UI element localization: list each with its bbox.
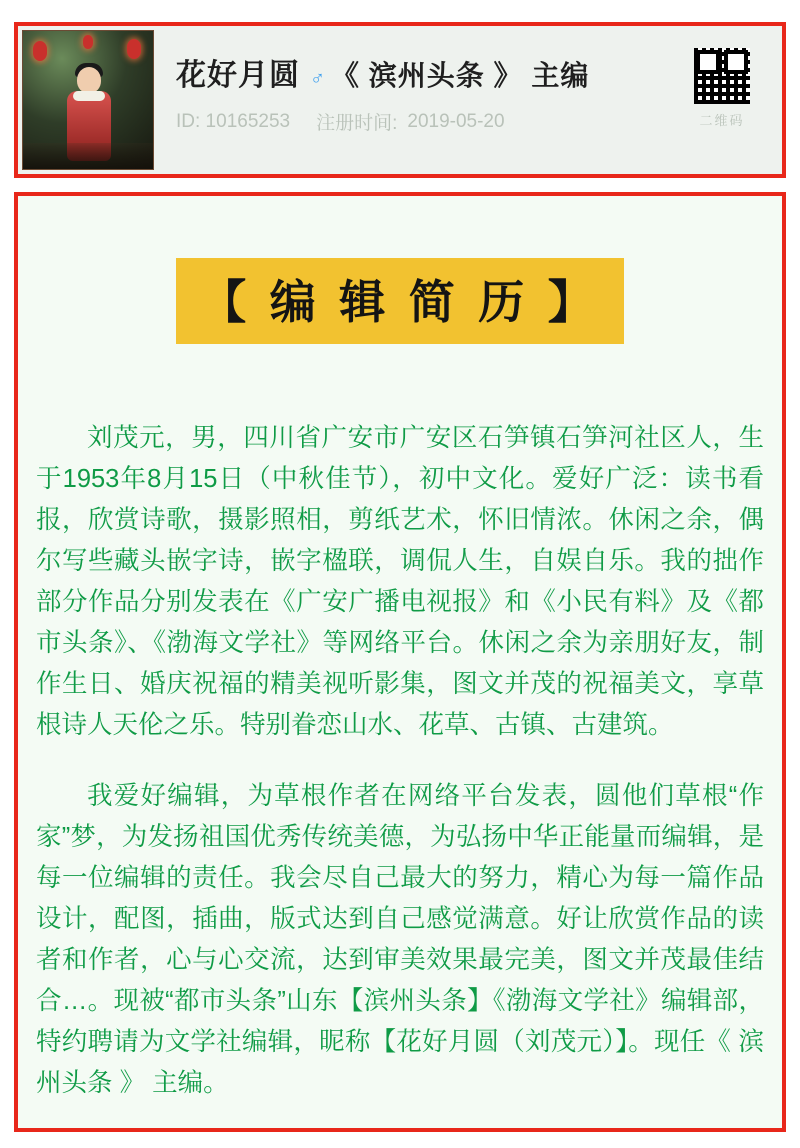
- qr-code-block[interactable]: [674, 26, 782, 129]
- lantern-icon: [127, 39, 141, 59]
- profile-nickname: 花好月圆: [176, 59, 300, 92]
- article-paragraph: 刘茂元，男，四川省广安市广安区石笋镇石笋河社区人，生于1953年8月15日（中秋佳节），初中文化。爱好广泛：读书看报，欣赏诗歌，摄影照相，剪纸艺术，怀旧情浓。休闲之余，偶尔写些藏头嵌字诗，嵌字楹联，调侃人生，自娱自乐。我的拙作部分作品分别发表在《广安广播电视报》和《小民有料》及《都市头条》、《渤海文学社》等网络平台。休闲之余为亲朋好友，制作生日、婚庆祝福的精美视听影集，图文并茂的祝福美文，享草根诗人天伦之乐。特别眷恋山水、花草、古镇、古建筑。: [36, 424, 764, 739]
- article-body: [36, 418, 764, 1104]
- avatar-face: [77, 67, 101, 93]
- avatar-scarf: [73, 91, 105, 101]
- avatar[interactable]: [22, 30, 154, 170]
- lantern-icon: [33, 41, 47, 61]
- article-card: [14, 192, 786, 1132]
- article-banner-wrap: [36, 258, 764, 344]
- register-time-label: 注册时间:: [316, 113, 398, 134]
- profile-name-row: [176, 50, 674, 94]
- profile-info: [154, 26, 674, 135]
- avatar-foreground: [23, 143, 153, 169]
- qr-code-caption: 二维码: [699, 113, 745, 128]
- profile-id: ID: 10165253: [176, 110, 291, 132]
- register-time-value: 2019-05-20: [407, 110, 505, 132]
- lantern-icon: [83, 35, 93, 49]
- profile-header-card: [14, 22, 786, 178]
- profile-meta-row: [176, 108, 674, 135]
- male-gender-icon: ♂: [310, 68, 325, 90]
- article-paragraph: 我爱好编辑，为草根作者在网络平台发表，圆他们草根“作家”梦，为发扬祖国优秀传统美德，为弘扬中华正能量而编辑，是每一位编辑的责任。我会尽自己最大的努力，精心为每一篇作品设计，配图，插曲，版式达到自己感觉满意。好让欣赏作品的读者和作者，心与心交流，达到审美效果最完美，图文并茂最佳结合…。现被“都市头条”山东【滨州头条】《渤海文学社》编辑部，特约聘请为文学社编辑，昵称【花好月圆（刘茂元）】。现任《 滨州头条 》 主编。: [36, 782, 764, 1097]
- qr-code-icon[interactable]: [694, 48, 750, 104]
- article-banner-title: 【 编 辑 简 历 】: [176, 258, 624, 344]
- profile-title: 《 滨州头条 》 主编: [331, 60, 590, 91]
